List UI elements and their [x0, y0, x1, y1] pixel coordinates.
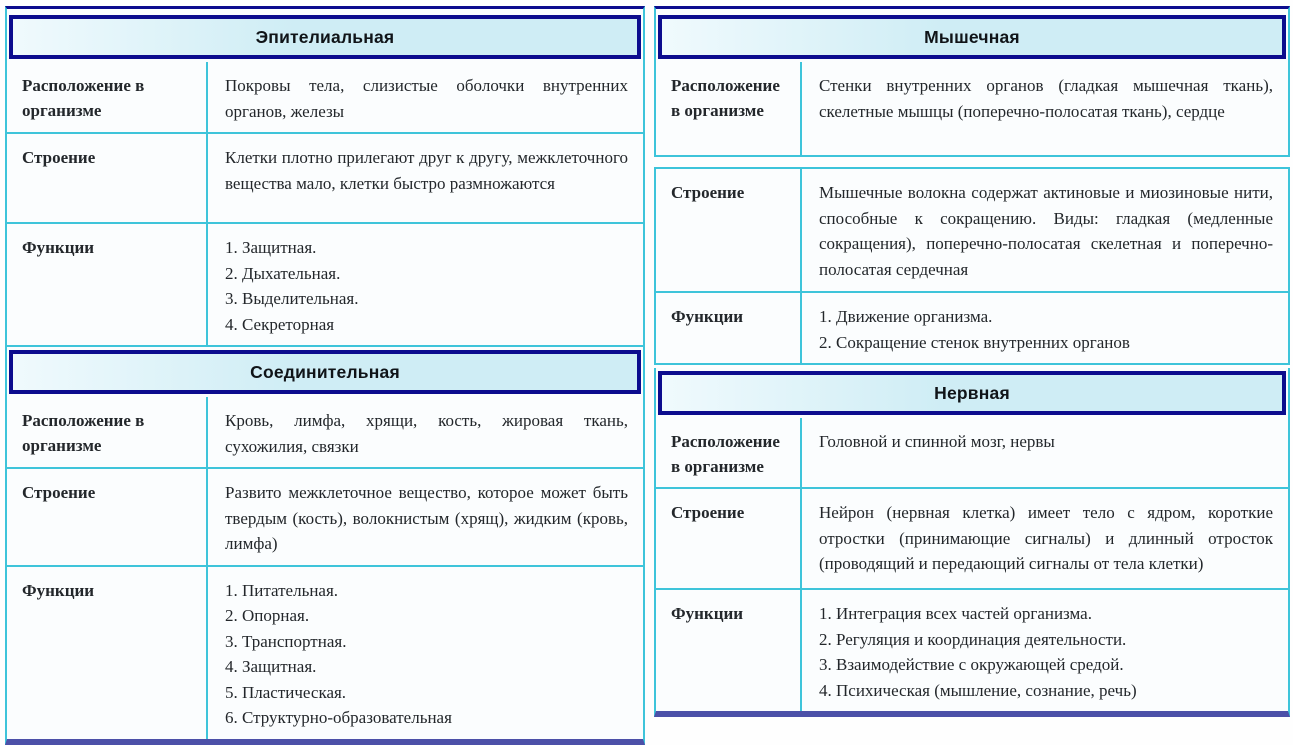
muscular-table-bottom [654, 167, 1290, 365]
row-label: Расположение в организме [7, 397, 208, 467]
table-row-structure [656, 487, 1288, 588]
row-label: Строение [7, 134, 208, 222]
row-content: Развито межклеточное вещество, которое может быть твердым (кость), волокнистым (хрящ), жидким (кровь, лимфа) [225, 483, 628, 553]
nervous-table [654, 368, 1290, 717]
table-row-structure [7, 132, 643, 222]
row-label: Расположение в организме [7, 62, 208, 132]
list-item-line: 2. Сокращение стенок внутренних органов [819, 332, 1130, 352]
row-content: Мышечные волокна содержат актиновые и миозиновые нити, способные к сокращению. Виды: гладкая (медленные сокращения), поперечно-полосатая скелетная и поперечно-полосатая сердечная [819, 183, 1273, 279]
table-row-location [7, 397, 643, 467]
list-item-line: 3. Транспортная. [225, 631, 347, 651]
row-label: Строение [656, 489, 802, 588]
list-item-line: 4. Защитная. [225, 657, 317, 676]
epithelial-rows [7, 62, 643, 347]
table-gap [654, 157, 1290, 167]
row-label: Расположение в организме [656, 418, 802, 487]
nervous-rows [656, 418, 1288, 711]
left-column [5, 6, 645, 727]
table-row-location [7, 62, 643, 132]
row-label: Функции [7, 224, 208, 345]
muscular-table-top [654, 6, 1290, 157]
section-header-muscular [658, 15, 1286, 59]
muscular-rows [656, 169, 1288, 363]
row-content: Кровь, лимфа, хрящи, кость, жировая ткань, сухожилия, связки [225, 411, 628, 456]
table-row-structure [7, 467, 643, 565]
list-item-line: 1. Интеграция всех частей организма. [819, 604, 1092, 623]
row-content: Клетки плотно прилегают друг к другу, межклеточного вещества мало, клетки быстро размножаются [225, 148, 628, 193]
row-content: Нейрон (нервная клетка) имеет тело с ядром, короткие отростки (принимающие сигналы) и длинный отросток (проводящий и передающий сигналы от тела клетки) [819, 503, 1273, 573]
table-row-functions [7, 222, 643, 345]
list-item-line: 2. Регуляция и координация деятельности. [819, 629, 1127, 649]
row-content: Покровы тела, слизистые оболочки внутренних органов, железы [225, 76, 628, 121]
row-label: Строение [656, 169, 802, 291]
list-item-line: 3. Взаимодействие с окружающей средой. [819, 655, 1124, 674]
row-content: Головной и спинной мозг, нервы [819, 432, 1055, 451]
row-content-list [802, 590, 1288, 711]
section-header-epithelial [9, 15, 641, 59]
row-content-list [802, 293, 1288, 363]
list-item-line: 2. Дыхательная. [225, 263, 341, 283]
list-item-line: 5. Пластическая. [225, 682, 347, 702]
right-column [654, 6, 1290, 702]
table-row-functions [656, 588, 1288, 711]
section-title-connective: Соединительная [250, 361, 400, 382]
epithelial-connective-table [5, 6, 645, 745]
list-item-line: 1. Защитная. [225, 238, 317, 257]
list-item-line: 2. Опорная. [225, 606, 310, 625]
table-row-functions [656, 291, 1288, 363]
list-item-line: 1. Питательная. [225, 580, 339, 600]
section-title-epithelial: Эпителиальная [255, 26, 395, 47]
row-content-list [208, 567, 643, 739]
table-row-location [656, 418, 1288, 487]
section-header-nervous [658, 371, 1286, 415]
table-row-location [656, 62, 1288, 155]
list-item-line: 1. Движение организма. [819, 307, 993, 326]
table-row-functions [7, 565, 643, 739]
list-item-line: 6. Структурно-образовательная [225, 708, 452, 727]
row-label: Расположение в организме [656, 62, 802, 155]
row-content: Стенки внутренних органов (гладкая мышечная ткань), скелетные мышцы (поперечно-полосатая ткань), сердце [819, 76, 1273, 121]
list-item-line: 4. Секреторная [225, 314, 335, 334]
row-label: Функции [656, 590, 802, 711]
list-item-line: 4. Психическая (мышление, сознание, речь) [819, 680, 1137, 700]
row-label: Функции [656, 293, 802, 363]
row-content-list [208, 224, 643, 345]
section-title-muscular: Мышечная [924, 26, 1020, 47]
muscular-location-rows [656, 62, 1288, 155]
connective-rows [7, 397, 643, 739]
row-label: Функции [7, 567, 208, 739]
section-title-nervous: Нервная [934, 382, 1010, 403]
section-header-connective [9, 350, 641, 394]
table-row-structure [656, 169, 1288, 291]
row-label: Строение [7, 469, 208, 565]
list-item-line: 3. Выделительная. [225, 289, 359, 308]
